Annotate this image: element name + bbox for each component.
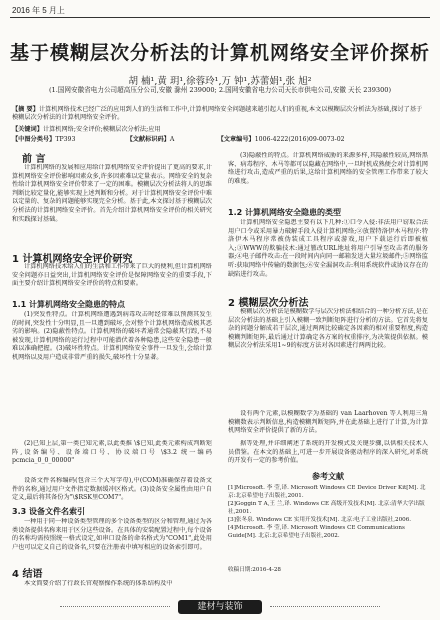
section-2-body-2 xyxy=(228,410,428,436)
doc-code-value: A xyxy=(169,136,175,143)
section-2-paragraph-2: 设有两个元素,以模糊数学为基础的 van Laarhoven 等人利用三角模糊数表示判断信息,构造模糊判断矩阵,并在此基础上进行了计算,为计算机网络安全评价提供了新的方法。 xyxy=(228,410,428,435)
received-date: 收稿日期:2016-4-28 xyxy=(228,567,281,573)
classification-block xyxy=(12,136,428,144)
clc-label: 【中图分类号】 xyxy=(12,136,56,143)
preface-body xyxy=(12,164,212,250)
reference-item: [3]张冬泉. Windows CE 实用开发技术[M]. 北京:电子工业出版社,2006. xyxy=(228,517,412,523)
section-4-heading: 4 结语 xyxy=(12,569,43,580)
closing-body xyxy=(228,440,428,466)
section-2-paragraph: 模糊层次分析法是模糊数学与层次分析法相结合的一种分析方法,是在层次分析法的基础上引入模糊一致判断矩阵进行分析的方法。它首先将复杂的问题分解成若干层次,通过两两比较确定各因素的相对重要程度,构造模糊判断矩阵,最后通过计算确定各方案的权重排序,为决策提供依据。模糊层次分析法采用1~9的标度方法对各因素进行两两比较。 xyxy=(228,308,428,350)
abstract-block xyxy=(12,106,428,123)
clc-value: TP393 xyxy=(55,136,76,143)
section-1-paragraph: 计算机网络技术给人们的生活和工作带来了巨大的便利,但计算机网络安全问题亦日益突出,计算机网络安全评价是保障网络安全的重要手段,下面主要介绍计算机网络安全评价的特点和要素。 xyxy=(12,263,212,288)
right-top-body xyxy=(228,152,428,204)
footer-rule-right xyxy=(270,606,380,607)
footer-rule-left xyxy=(60,606,170,607)
journal-logo: 建材与装饰 xyxy=(178,600,262,614)
formula-paragraph: (2)已知上层,第一类已知元素,以此类推 \$已知,此类元素构成判断矩阵,设备编号、设备端口号、协议端口号 \$3.2 统一编码 pcmcia_0_0_00000" xyxy=(12,440,212,465)
formula-block xyxy=(12,440,212,474)
closing-paragraph: 据等处理,并详细阐述了系统的开发模式及关键步骤,以供相关技术人员借鉴。在本文的基础上,可进一步开展设备驱动程序的深入研究,对系统的开发有一定的参考价值。 xyxy=(228,440,428,465)
references-heading: 参考文献 xyxy=(312,472,344,481)
section-3-2-paragraph: 设备文件名称编码(包含三个大写字母),中(COM)准确保存着设备文件的名称,通过用户文件指定数据缓冲区格式。(3)设备安全属性由用户自定义,最后将其备份为"\$RSK里COM7"。 xyxy=(12,477,212,502)
section-1-1-heading: 1.1 计算机网络安全隐患的特点 xyxy=(12,300,125,309)
section-3-3-paragraph: 一种用于同一种设备类型管理的多个设备类型的区分和管理,通过为各类设备提供名称来用于区分这些设备。在具体的安装配置过程中,每个设备的名称均需按照统一格式设定,如串口设备的命名格式为"COM1",此处用户也可以定义自己的设备名,只要在注册表中填写相应的设备索引即可。 xyxy=(12,518,212,551)
keywords-label: 【关键词】 xyxy=(12,126,43,133)
section-2-body xyxy=(228,308,428,404)
section-1-2-body xyxy=(228,219,428,289)
section-3-3-heading: 3.3 设备文件名索引 xyxy=(12,507,85,516)
reference-item: [4]Microsoft. 李 莹,译. Microsoft Windows CE Communications Guide[M]. 北京:北京希望电子出版社,2002. xyxy=(228,525,405,539)
references-list xyxy=(228,484,428,540)
section-1-heading: 1 计算机网络安全评价研究 xyxy=(12,254,133,265)
right-top-paragraph: (3)隐蔽性的特点。计算机网络威胁的来源多样,其隐蔽性较高,网络黑客、病毒程序、木马等都可以隐藏在网络中,一旦时机成熟便会对计算机网络进行攻击,造成严重的后果,这给计算机网络的安全管理工作带来了较大的难度。 xyxy=(228,152,428,185)
section-4-paragraph: 本文简要介绍了行政长官观察操作系统的体系结构及中 xyxy=(24,580,173,587)
article-number-label: 【文章编号】 xyxy=(217,136,255,143)
section-1-body xyxy=(12,263,212,297)
preface-paragraph: 计算机网络的发展和应用给计算机网络安全评价提出了更高的要求,计算机网络安全评价影响因素众多,许多因素难以定量表示。网络安全的复杂性给计算机网络安全评价带来了一定的困难。模糊层次分析法将人的思维判断比较定量化,能够实现上述判断和分析。对于计算机网络安全评价中难以定量的、复杂的问题能够实现完全分析。基于此,本文探讨基于模糊层次分析法的计算机网络安全评价。首先介绍计算机网络安全评价的相关研究和实践探讨基础。 xyxy=(12,164,212,223)
doc-code-label: 【文献标识码】 xyxy=(126,136,170,143)
section-3-2-body xyxy=(12,477,212,503)
running-header-date: 2016 年 5 月上 xyxy=(12,6,65,15)
section-3-3-body xyxy=(12,518,212,562)
section-2-heading: 2 模糊层次分析法 xyxy=(228,298,309,309)
author-list: 胡 楠¹,黄 玥¹,徐蓉玲¹,万 钟¹,苏蕾娟¹,张 旭² xyxy=(128,76,312,87)
abstract-text: 计算机网络技术已经广泛的应用到人们的生活和工作中,计算机网络安全问题越来越引起人们的重视,本文以模糊层次分析法为基础,探讨了基于模糊层次分析法的计算机网络安全评价。 xyxy=(12,106,423,122)
section-1-1-paragraph: (1)突发性特点。计算机网络遭遇到病毒攻击时经常难以预测其发生的时间,突发性十分明显,且一旦遭到破坏,会对整个计算机网络造成极其恶劣的影响。(2)隐蔽性特点。计算机网络的破坏者通常会隐蔽其行踪,不易被发现,计算机网络的运行过程中可能潜伏着各种隐患,这些安全隐患一般难以准确把握。(3)破坏性特点。计算机网络安全事件一旦发生,会给计算机网络以及用户造成非常严重的损失,破坏性十分显著。 xyxy=(12,311,212,361)
keywords-text: 计算机网络;安全评价;模糊层次分析法;应用 xyxy=(42,126,161,133)
section-1-2-paragraph: 计算机网络安全隐患主要有以下几种:①口令入侵:非法用户窃取合法用户口令或采用暴力破解手段入侵计算机网络;②放置特洛伊木马程序:特洛伊木马程序常被伪装成工具程序或游戏,用户下载运行后即被植入;③WWW的欺骗技术:通过篡改URL地址将用户引导至攻击者的服务器;④电子邮件攻击:在一段时间内向同一邮箱发送大量垃圾邮件;⑤网络监听:获取网络中传输的数据包;⑥安全漏洞攻击:利用系统软件或协议存在的缺陷进行攻击。 xyxy=(228,219,428,278)
keywords-block xyxy=(12,126,428,134)
section-1-1-body xyxy=(12,311,212,429)
reference-item: [2]Goggin T A,王 兰,译. Windows CE 高级开发技术[M]. 北京:清华大学出版社,2001. xyxy=(228,501,425,515)
abstract-label: 【摘 要】 xyxy=(12,106,39,113)
article-number-value: 1006-4222(2016)09-0073-02 xyxy=(254,136,345,143)
header-rule xyxy=(10,17,430,18)
preface-heading: 前 言 xyxy=(22,154,46,165)
section-4-body xyxy=(12,580,212,598)
section-1-2-heading: 1.2 计算机网络安全隐患的类型 xyxy=(228,208,341,217)
reference-item: [1]Microsoft. 李 莹,译. Microsoft Windows CE Device Driver Kit[M]. 北京:北京希望电子出版社,2001. xyxy=(228,485,426,499)
paper-title: 基于模糊层次分析法的计算机网络安全评价探析 xyxy=(9,42,430,64)
author-affiliation: (1.国网安徽省电力公司超高压分公司,安徽 滁州 239000; 2.国网安徽省电力公司天长市供电公司,安徽 天长 239300) xyxy=(48,86,392,94)
